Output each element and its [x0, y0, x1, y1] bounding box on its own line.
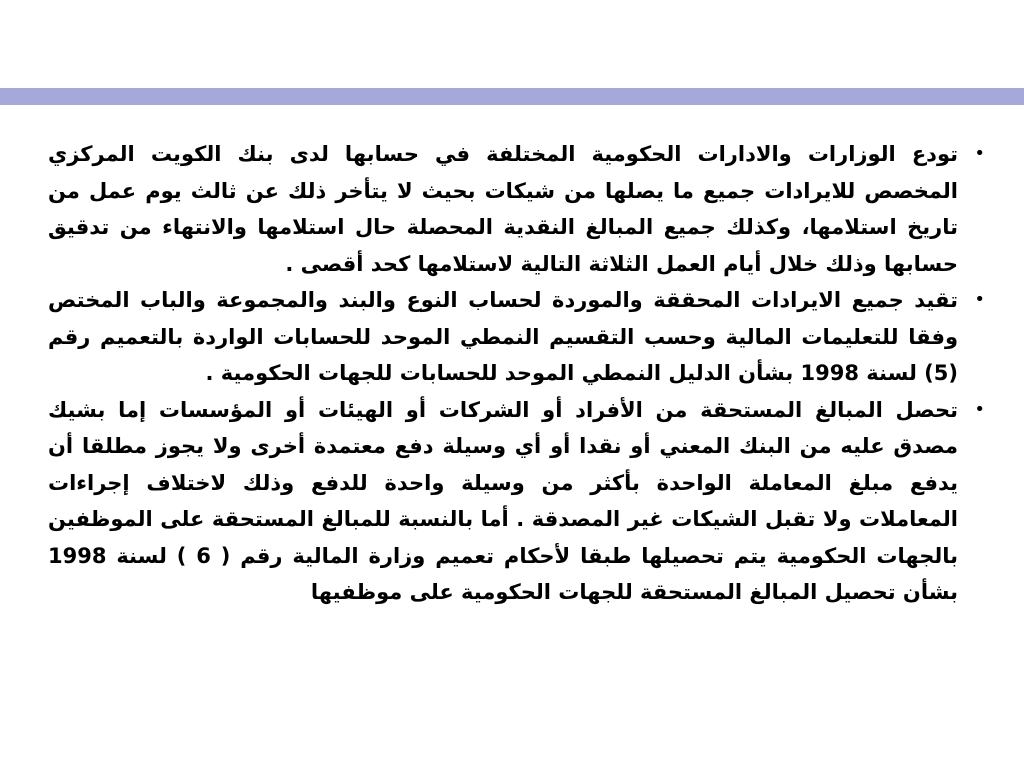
bullet-item [48, 282, 985, 392]
bullet-icon: • [974, 143, 985, 164]
bullet-item [48, 392, 985, 611]
header-accent-bar [0, 88, 1024, 105]
bullet-list [48, 136, 985, 611]
bullet-item [48, 136, 985, 282]
bullet-text: تقيد جميع الايرادات المحققة والموردة لحساب النوع والبند والمجموعة والباب المختص وفقا للتعليمات المالية وحسب التقسيم النمطي الموحد للحسابات الواردة بالتعميم رقم (5) لسنة 1998 بشأن الدليل النمطي الموحد للحسابات للجهات الحكومية . [48, 288, 958, 385]
bullet-icon: • [974, 289, 985, 310]
bullet-text: تحصل المبالغ المستحقة من الأفراد أو الشركات أو الهيئات أو المؤسسات إما بشيك مصدق عليه من البنك المعني أو نقدا أو أي وسيلة دفع معتمدة أخرى ولا يجوز مطلقا أن يدفع مبلغ المعاملة الواحدة بأكثر من وسيلة واحدة للدفع وذلك لاختلاف إجراءات المعاملات ولا تقبل الشيكات غير المصدقة . أما بالنسبة للمبالغ المستحقة على الموظفين بالجهات الحكومية يتم تحصيلها طبقا لأحكام تعميم وزارة المالية رقم ( 6 ) لسنة 1998 بشأن تحصيل المبالغ المستحقة للجهات الحكومية على موظفيها [48, 397, 958, 604]
bullet-icon: • [974, 398, 985, 420]
bullet-text: تودع الوزارات والادارات الحكومية المختلفة في حسابها لدى بنك الكويت المركزي المخصص للايرادات جميع ما يصلها من شيكات بحيث لا يتأخر ذلك عن ثالث يوم عمل من تاريخ استلامها، وكذلك جميع المبالغ النقدية المحصلة حال استلامها والانتهاء من تدقيق حسابها وذلك خلال أيام العمل الثلاثة التالية لاستلامها كحد أقصى . [48, 142, 958, 276]
slide-body [48, 136, 985, 611]
